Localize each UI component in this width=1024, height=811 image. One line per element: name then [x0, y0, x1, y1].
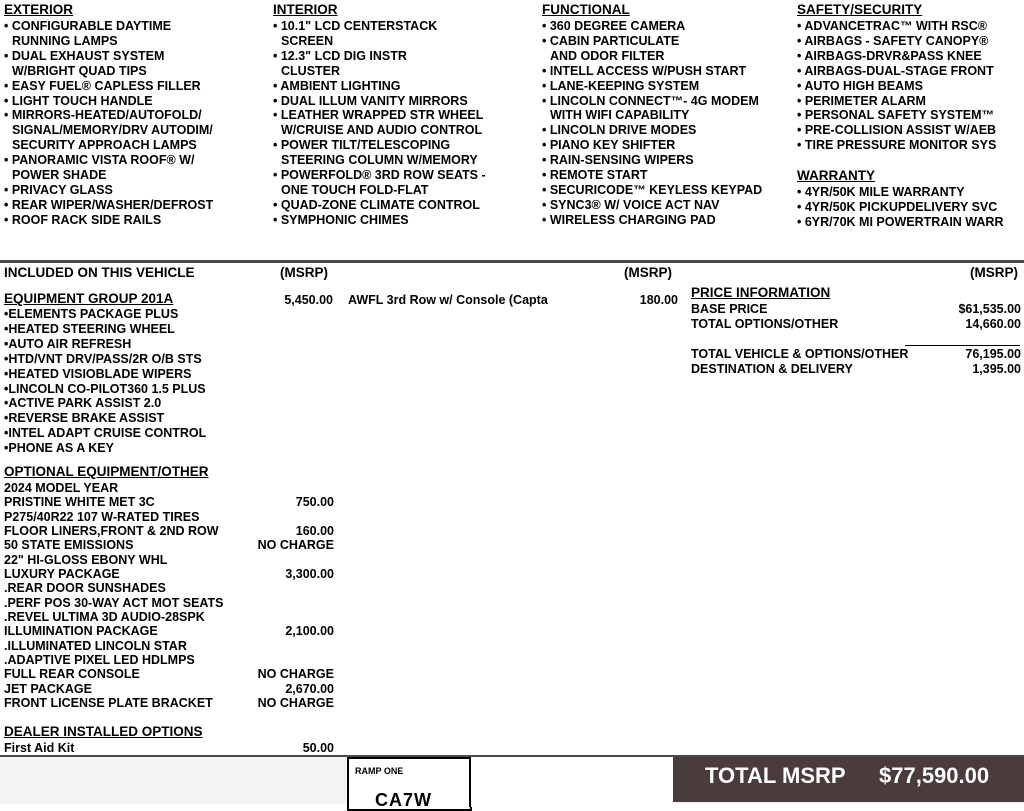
optional-row-label: 50 STATE EMISSIONS [4, 538, 134, 553]
optional-row [4, 653, 334, 667]
safety-list [797, 19, 996, 153]
optional-row [4, 524, 334, 538]
included-heading: INCLUDED ON THIS VEHICLE [4, 265, 195, 280]
feature-line: • LEATHER WRAPPED STR WHEEL [273, 108, 484, 123]
feature-line: • PANORAMIC VISTA ROOF® W/ [4, 153, 195, 168]
feature-line: • 4YR/50K PICKUPDELIVERY SVC [797, 199, 998, 214]
footer-blank-box [469, 757, 675, 807]
feature-line: AND ODOR FILTER [550, 48, 665, 63]
safety-heading: SAFETY/SECURITY [797, 2, 923, 17]
dealer-row-label: First Aid Kit [4, 741, 75, 755]
feature-line: STEERING COLUMN W/MEMORY [281, 153, 478, 168]
feature-line: • AIRBAGS - SAFETY CANOPY® [797, 33, 989, 48]
optional-row-price: 2,100.00 [285, 624, 334, 639]
interior-list [273, 19, 486, 228]
optional-row-label: JET PACKAGE [4, 681, 92, 696]
optional-row-label: PRISTINE WHITE MET 3C [4, 495, 155, 510]
optional-row [4, 581, 334, 595]
feature-line: • PRE-COLLISION ASSIST W/AEB [797, 123, 997, 138]
destination-label: DESTINATION & DELIVERY [691, 362, 853, 376]
price-rule [905, 345, 1020, 346]
feature-line: SECURITY APPROACH LAMPS [12, 138, 197, 153]
exterior-list [4, 19, 213, 228]
ramp-box [347, 757, 472, 811]
feature-line: • AIRBAGS-DUAL-STAGE FRONT [797, 63, 994, 78]
feature-line: • SYNC3® W/ VOICE ACT NAV [542, 197, 720, 212]
equipment-item: •INTEL ADAPT CRUISE CONTROL [4, 426, 207, 441]
optional-heading: OPTIONAL EQUIPMENT/OTHER [4, 464, 209, 479]
optional-row-label: 2024 MODEL YEAR [4, 481, 119, 495]
feature-line: • 12.3" LCD DIG INSTR [273, 48, 407, 63]
feature-line: CLUSTER [281, 63, 341, 78]
equipment-item: •HEATED VISIOBLADE WIPERS [4, 366, 192, 381]
optional-row-label: .ILLUMINATED LINCOLN STAR [4, 638, 187, 653]
feature-line: ONE TOUCH FOLD-FLAT [281, 182, 429, 197]
feature-line: • PERSONAL SAFETY SYSTEM™ [797, 108, 995, 123]
equipment-item: •REVERSE BRAKE ASSIST [4, 411, 165, 426]
total-msrp-box [673, 757, 1024, 802]
equipment-item: •ACTIVE PARK ASSIST 2.0 [4, 396, 162, 411]
equipment-item: •HEATED STEERING WHEEL [4, 321, 175, 336]
optional-row [4, 510, 334, 524]
optional-row-price: NO CHARGE [257, 667, 334, 682]
feature-line: W/CRUISE AND AUDIO CONTROL [281, 123, 483, 138]
feature-line: SCREEN [281, 33, 334, 48]
feature-line: • POWERFOLD® 3RD ROW SEATS - [273, 168, 486, 183]
functional-heading: FUNCTIONAL [542, 2, 630, 17]
feature-line: • 10.1" LCD CENTERSTACK [273, 19, 438, 33]
optional-row [4, 481, 334, 495]
total-vehicle-value: 76,195.00 [965, 347, 1021, 361]
feature-line: WITH WIFI CAPABILITY [550, 108, 690, 123]
equipment-item: •ELEMENTS PACKAGE PLUS [4, 307, 179, 321]
equipment-group-list [4, 307, 206, 456]
optional-list [4, 481, 334, 711]
feature-line: RUNNING LAMPS [12, 33, 118, 48]
feature-line: • LINCOLN CONNECT™- 4G MODEM [542, 93, 759, 108]
feature-line: • AUTO HIGH BEAMS [797, 78, 923, 93]
feature-line: • 6YR/70K MI POWERTRAIN WARR [797, 214, 1004, 229]
feature-line: • RAIN-SENSING WIPERS [542, 153, 694, 168]
optional-row [4, 495, 334, 509]
optional-row-price: NO CHARGE [257, 696, 334, 711]
optional-row-label: P275/40R22 107 W-RATED TIRES [4, 509, 200, 524]
dealer-heading: DEALER INSTALLED OPTIONS [4, 724, 203, 739]
optional-row-price: 160.00 [295, 524, 334, 539]
optional-row-label: .REVEL ULTIMA 3D AUDIO-28SPK [4, 610, 205, 625]
dealer-row [4, 741, 334, 755]
feature-line: • 360 DEGREE CAMERA [542, 19, 686, 33]
optional-row-price: NO CHARGE [257, 538, 334, 553]
interior-section [273, 2, 486, 228]
functional-list [542, 19, 762, 228]
optional-row-price: 750.00 [295, 495, 334, 510]
feature-line: • DUAL EXHAUST SYSTEM [4, 48, 165, 63]
optional-row [4, 538, 334, 552]
warranty-heading: WARRANTY [797, 168, 875, 183]
optional-row [4, 682, 334, 696]
optional-row-label: .PERF POS 30-WAY ACT MOT SEATS [4, 595, 224, 610]
feature-line: • ADVANCETRAC™ WITH RSC® [797, 19, 987, 33]
optional-row [4, 596, 334, 610]
middle-option-price: 180.00 [639, 293, 678, 307]
equipment-item: •AUTO AIR REFRESH [4, 336, 132, 351]
optional-row-price: 2,670.00 [285, 681, 334, 696]
feature-line: • REMOTE START [542, 168, 648, 183]
equipment-item: •HTD/VNT DRV/PASS/2R O/B STS [4, 351, 202, 366]
base-price-label: BASE PRICE [691, 302, 768, 316]
warranty-list [797, 185, 1003, 230]
feature-line: • CONFIGURABLE DAYTIME [4, 19, 172, 33]
optional-row [4, 610, 334, 624]
optional-row [4, 624, 334, 638]
feature-line: • LINCOLN DRIVE MODES [542, 123, 697, 138]
msrp-label-right: (MSRP) [970, 265, 1018, 280]
feature-line: • CABIN PARTICULATE [542, 33, 680, 48]
feature-line: POWER SHADE [12, 168, 107, 183]
feature-line: • ROOF RACK SIDE RAILS [4, 212, 162, 227]
dealer-list [4, 741, 334, 755]
feature-line: • PERIMETER ALARM [797, 93, 926, 108]
equipment-group-price: 5,450.00 [284, 293, 333, 307]
functional-section [542, 2, 762, 228]
total-vehicle-label: TOTAL VEHICLE & OPTIONS/OTHER [691, 347, 909, 361]
optional-row-label: LUXURY PACKAGE [4, 567, 120, 582]
feature-line: • DUAL ILLUM VANITY MIRRORS [273, 93, 468, 108]
optional-row-label: .ADAPTIVE PIXEL LED HDLMPS [4, 653, 195, 668]
equipment-item: •LINCOLN CO-PILOT360 1.5 PLUS [4, 381, 206, 396]
feature-line: • SYMPHONIC CHIMES [273, 212, 409, 227]
warranty-section [797, 168, 1003, 230]
optional-row [4, 696, 334, 710]
feature-line: • PIANO KEY SHIFTER [542, 138, 676, 153]
feature-line: • SECURICODE™ KEYLESS KEYPAD [542, 182, 763, 197]
price-info-heading: PRICE INFORMATION [691, 285, 831, 300]
total-msrp-label: TOTAL MSRP [705, 763, 846, 788]
feature-line: • REAR WIPER/WASHER/DEFROST [4, 197, 214, 212]
base-price-value: $61,535.00 [958, 302, 1021, 316]
middle-option-label: AWFL 3rd Row w/ Console (Capta [348, 293, 548, 307]
optional-row [4, 567, 334, 581]
total-options-label: TOTAL OPTIONS/OTHER [691, 317, 839, 331]
optional-row [4, 639, 334, 653]
optional-row [4, 553, 334, 567]
equipment-group-heading: EQUIPMENT GROUP 201A [4, 291, 174, 306]
msrp-label-middle: (MSRP) [624, 265, 672, 280]
feature-line: • QUAD-ZONE CLIMATE CONTROL [273, 197, 480, 212]
feature-line: SIGNAL/MEMORY/DRV AUTODIM/ [12, 123, 213, 138]
feature-line: • WIRELESS CHARGING PAD [542, 212, 716, 227]
optional-row-label: FLOOR LINERS,FRONT & 2ND ROW [4, 524, 219, 539]
feature-line: • INTELL ACCESS W/PUSH START [542, 63, 747, 78]
optional-row-price: 3,300.00 [285, 567, 334, 582]
feature-line: • AMBIENT LIGHTING [273, 78, 401, 93]
feature-line: • POWER TILT/TELESCOPING [273, 138, 451, 153]
feature-line: • MIRRORS-HEATED/AUTOFOLD/ [4, 108, 202, 123]
dealer-row-price: 50.00 [302, 741, 334, 755]
equipment-item: •PHONE AS A KEY [4, 441, 114, 456]
ramp-code: CA7W [375, 790, 432, 810]
optional-row-label: .REAR DOOR SUNSHADES [4, 581, 166, 596]
feature-line: W/BRIGHT QUAD TIPS [12, 63, 147, 78]
exterior-section [4, 2, 213, 228]
ramp-label: RAMP ONE [355, 766, 404, 776]
optional-row-label: ILLUMINATION PACKAGE [4, 624, 158, 639]
optional-row-label: 22" HI-GLOSS EBONY WHL [4, 552, 168, 567]
destination-value: 1,395.00 [972, 362, 1021, 376]
total-options-value: 14,660.00 [965, 317, 1021, 331]
exterior-heading: EXTERIOR [4, 2, 74, 17]
feature-line: • LANE-KEEPING SYSTEM [542, 78, 700, 93]
total-msrp-value: $77,590.00 [879, 763, 990, 788]
msrp-label-left: (MSRP) [280, 265, 328, 280]
feature-line: • LIGHT TOUCH HANDLE [4, 93, 153, 108]
feature-line: • EASY FUEL® CAPLESS FILLER [4, 78, 201, 93]
feature-line: • AIRBAGS-DRVR&PASS KNEE [797, 48, 982, 63]
optional-row [4, 667, 334, 681]
safety-section [797, 2, 996, 153]
feature-line: • TIRE PRESSURE MONITOR SYS [797, 138, 997, 153]
feature-line: • 4YR/50K MILE WARRANTY [797, 185, 965, 199]
feature-line: • PRIVACY GLASS [4, 182, 113, 197]
optional-row-label: FULL REAR CONSOLE [4, 667, 140, 682]
optional-row-label: FRONT LICENSE PLATE BRACKET [4, 696, 213, 711]
interior-heading: INTERIOR [273, 2, 338, 17]
section-divider [0, 260, 1024, 263]
